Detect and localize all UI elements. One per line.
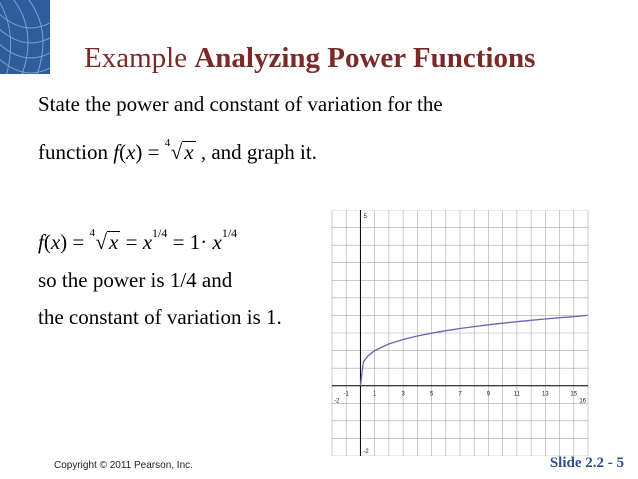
x-max-label: 16: [579, 398, 586, 405]
x-tick-label: 15: [570, 391, 578, 398]
prompt-line-1: State the power and constant of variation for the: [38, 92, 443, 116]
x-min-label: -2: [334, 398, 340, 405]
prompt-function-word: function: [38, 140, 108, 164]
answer-line-1: so the power is 1/4 and: [38, 268, 233, 292]
prompt-suffix: , and graph it.: [200, 140, 317, 164]
x-tick-label: 7: [458, 391, 462, 398]
x-tick-label: 3: [401, 391, 405, 398]
answer-equation: f(x) = 4 $√x = x^{1/4} = 1\cdot x^{1/4}$: [38, 226, 238, 254]
y-max-label: 5: [363, 214, 367, 220]
x-tick-label: -1: [343, 391, 349, 398]
slide-number: Slide 2.2 - 5: [549, 455, 624, 471]
copyright-text: Copyright © 2011 Pearson, Inc.: [54, 460, 193, 471]
function-graph: [322, 210, 598, 456]
slide-title: [84, 42, 535, 75]
publisher-logo: [0, 0, 50, 74]
x-tick-label: 5: [429, 391, 434, 398]
fourth-root-symbol: 4 √x: [164, 137, 194, 164]
x-tick-label: 11: [513, 391, 521, 398]
prompt-line-2: [38, 137, 317, 165]
prompt-equation: f(x) = 4 √x: [113, 137, 194, 164]
y-min-label: -2: [363, 449, 369, 455]
x-tick-label: 13: [541, 391, 549, 398]
title-bold: Analyzing Power Functions: [194, 42, 536, 74]
x-tick-label: 9: [486, 391, 491, 398]
title-lead: Example: [84, 42, 188, 74]
answer-line-2: the constant of variation is 1.: [38, 305, 282, 329]
x-tick-label: 1: [372, 391, 377, 398]
